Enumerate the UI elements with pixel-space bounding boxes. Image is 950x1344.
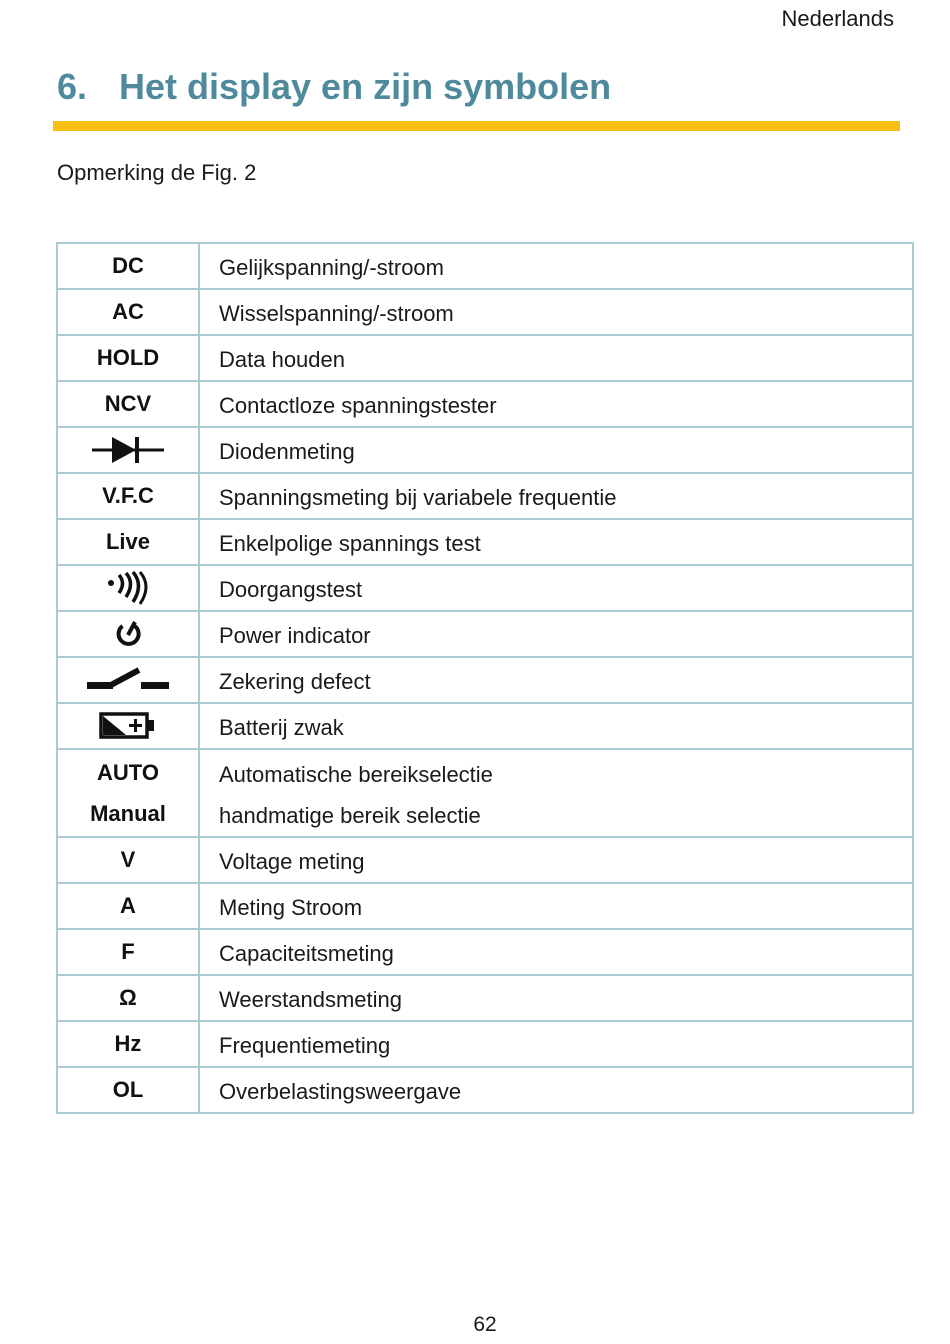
description-cell: Data houden xyxy=(199,335,913,381)
description-cell: Meting Stroom xyxy=(199,883,913,929)
fuse-icon xyxy=(85,666,171,694)
description-cell: Overbelastingsweergave xyxy=(199,1067,913,1113)
symbol-cell: A xyxy=(57,883,199,929)
symbol-cell xyxy=(57,749,199,837)
page-number: 62 xyxy=(473,1313,497,1336)
symbol-cell: V.F.C xyxy=(57,473,199,519)
description-auto: Automatische bereikselectie xyxy=(219,762,493,787)
symbol-cell: Hz xyxy=(57,1021,199,1067)
heading-underline xyxy=(53,121,900,131)
symbol-cell: F xyxy=(57,929,199,975)
continuity-icon xyxy=(106,571,150,605)
language-label: Nederlands xyxy=(781,6,894,31)
description-cell: Contactloze spanningstester xyxy=(199,381,913,427)
symbol-auto: AUTO xyxy=(97,760,159,785)
power-icon xyxy=(113,619,143,649)
symbols-table xyxy=(56,242,914,1114)
symbol-cell: NCV xyxy=(57,381,199,427)
table-row xyxy=(57,565,913,611)
symbol-cell: V xyxy=(57,837,199,883)
table-row xyxy=(57,289,913,335)
description-cell: Zekering defect xyxy=(199,657,913,703)
description-cell: Wisselspanning/-stroom xyxy=(199,289,913,335)
table-row xyxy=(57,473,913,519)
description-cell: Diodenmeting xyxy=(199,427,913,473)
symbol-cell xyxy=(57,565,199,611)
description-cell xyxy=(199,749,913,837)
table-row xyxy=(57,381,913,427)
table-row xyxy=(57,703,913,749)
symbol-cell: HOLD xyxy=(57,335,199,381)
description-cell: Voltage meting xyxy=(199,837,913,883)
table-row xyxy=(57,1067,913,1113)
table-row xyxy=(57,657,913,703)
description-cell: Frequentiemeting xyxy=(199,1021,913,1067)
table-row xyxy=(57,427,913,473)
symbol-manual: Manual xyxy=(90,801,166,826)
table-row xyxy=(57,929,913,975)
description-cell: Gelijkspanning/-stroom xyxy=(199,243,913,289)
table-row xyxy=(57,883,913,929)
description-cell: Spanningsmeting bij variabele frequentie xyxy=(199,473,913,519)
symbol-cell: OL xyxy=(57,1067,199,1113)
description-cell: Enkelpolige spannings test xyxy=(199,519,913,565)
table-row xyxy=(57,749,913,837)
symbol-cell xyxy=(57,657,199,703)
battery-low-icon xyxy=(98,711,158,741)
table-row xyxy=(57,519,913,565)
symbol-cell xyxy=(57,703,199,749)
table-row xyxy=(57,243,913,289)
section-title: Het display en zijn symbolen xyxy=(119,66,612,107)
description-cell: Weerstandsmeting xyxy=(199,975,913,1021)
symbol-cell xyxy=(57,611,199,657)
description-cell: Doorgangstest xyxy=(199,565,913,611)
section-heading xyxy=(57,66,611,108)
description-manual: handmatige bereik selectie xyxy=(219,803,481,828)
symbol-cell: AC xyxy=(57,289,199,335)
diode-icon xyxy=(90,434,166,466)
table-row xyxy=(57,975,913,1021)
table-row xyxy=(57,335,913,381)
section-number: 6. xyxy=(57,66,88,107)
table-row xyxy=(57,1021,913,1067)
symbol-cell: DC xyxy=(57,243,199,289)
symbol-cell xyxy=(57,427,199,473)
description-cell: Batterij zwak xyxy=(199,703,913,749)
symbol-cell: Ω xyxy=(57,975,199,1021)
table-row xyxy=(57,837,913,883)
table-row xyxy=(57,611,913,657)
symbol-cell: Live xyxy=(57,519,199,565)
description-cell: Capaciteitsmeting xyxy=(199,929,913,975)
description-cell: Power indicator xyxy=(199,611,913,657)
figure-note: Opmerking de Fig. 2 xyxy=(57,160,257,185)
